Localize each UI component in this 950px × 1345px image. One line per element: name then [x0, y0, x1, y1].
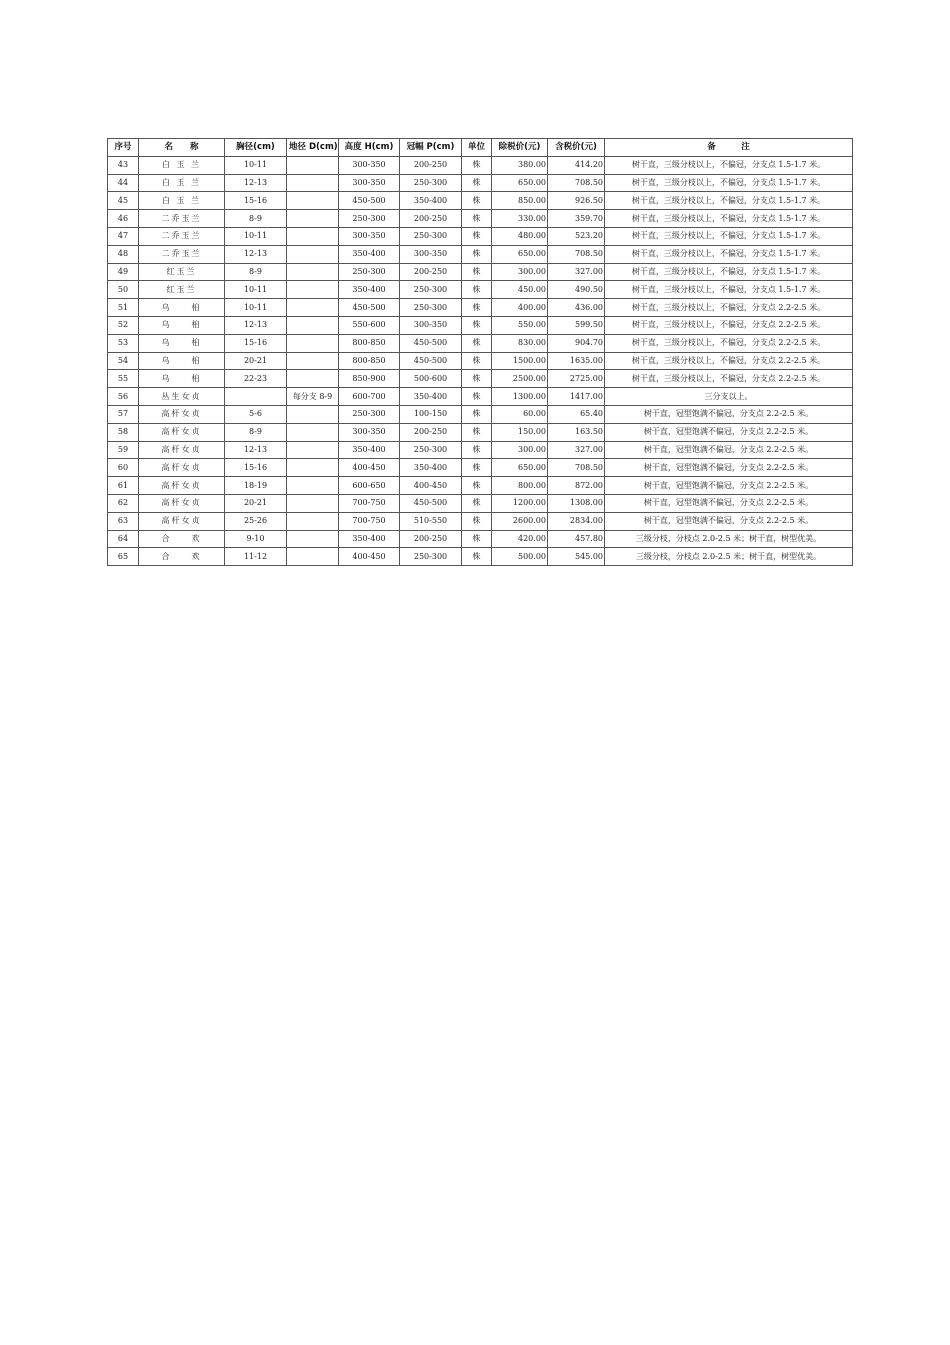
- cell-ground-diameter: [287, 299, 339, 317]
- cell-trunk-diameter: 18-19: [225, 477, 287, 495]
- table-row: [108, 192, 853, 210]
- cell-remarks: 树干直，三级分枝以上，不偏冠，分支点 1.5-1.7 米。: [605, 227, 853, 245]
- cell-price-incl-tax: 327.00: [548, 441, 605, 459]
- cell-height: 700-750: [339, 494, 400, 512]
- cell-remarks: 树干直，三级分枝以上，不偏冠，分支点 2.2-2.5 米。: [605, 334, 853, 352]
- cell-price-incl-tax: 545.00: [548, 548, 605, 566]
- cell-remarks: 三级分枝，分枝点 2.0-2.5 米；树干直，树型优美。: [605, 530, 853, 548]
- cell-ground-diameter: [287, 316, 339, 334]
- cell-index: 55: [108, 370, 139, 388]
- cell-price-excl-tax: 60.00: [492, 405, 548, 423]
- cell-height: 300-350: [339, 423, 400, 441]
- header-index: 序号: [108, 139, 139, 157]
- cell-crown-width: 400-450: [400, 477, 462, 495]
- cell-price-incl-tax: 708.50: [548, 174, 605, 192]
- price-sheet: [107, 138, 852, 566]
- table-row: [108, 548, 853, 566]
- cell-name: 高杆女贞: [139, 477, 225, 495]
- cell-remarks: 三级分枝，分枝点 2.0-2.5 米；树干直，树型优美。: [605, 548, 853, 566]
- table-body: [108, 156, 853, 565]
- cell-height: 450-500: [339, 192, 400, 210]
- cell-index: 47: [108, 227, 139, 245]
- cell-remarks: 树干直，三级分枝以上，不偏冠，分支点 1.5-1.7 米。: [605, 174, 853, 192]
- cell-price-excl-tax: 850.00: [492, 192, 548, 210]
- table-row: [108, 334, 853, 352]
- cell-trunk-diameter: 25-26: [225, 512, 287, 530]
- cell-unit: 株: [462, 530, 492, 548]
- cell-ground-diameter: [287, 210, 339, 228]
- cell-price-excl-tax: 500.00: [492, 548, 548, 566]
- cell-unit: 株: [462, 441, 492, 459]
- table-row: [108, 512, 853, 530]
- cell-remarks: 树干直，三级分枝以上，不偏冠，分支点 1.5-1.7 米。: [605, 263, 853, 281]
- table-row: [108, 281, 853, 299]
- cell-height: 450-500: [339, 299, 400, 317]
- cell-remarks: 树干直，三级分枝以上，不偏冠，分支点 1.5-1.7 米。: [605, 281, 853, 299]
- cell-price-excl-tax: 650.00: [492, 245, 548, 263]
- cell-remarks: 树干直，三级分枝以上，不偏冠，分支点 1.5-1.7 米。: [605, 245, 853, 263]
- cell-price-incl-tax: 1417.00: [548, 388, 605, 406]
- cell-name: 乌 桕: [139, 334, 225, 352]
- cell-trunk-diameter: 8-9: [225, 263, 287, 281]
- cell-unit: 株: [462, 459, 492, 477]
- cell-trunk-diameter: 10-11: [225, 299, 287, 317]
- table-row: [108, 441, 853, 459]
- cell-remarks: 树干直，冠型饱满不偏冠，分支点 2.2-2.5 米。: [605, 423, 853, 441]
- cell-price-excl-tax: 2600.00: [492, 512, 548, 530]
- header-price-excl-tax: 除税价(元): [492, 139, 548, 157]
- cell-price-excl-tax: 480.00: [492, 227, 548, 245]
- cell-name: 高杆女贞: [139, 423, 225, 441]
- cell-height: 400-450: [339, 459, 400, 477]
- cell-unit: 株: [462, 494, 492, 512]
- cell-ground-diameter: [287, 423, 339, 441]
- cell-height: 600-700: [339, 388, 400, 406]
- cell-trunk-diameter: 10-11: [225, 156, 287, 174]
- cell-index: 44: [108, 174, 139, 192]
- cell-index: 59: [108, 441, 139, 459]
- cell-unit: 株: [462, 316, 492, 334]
- cell-remarks: 树干直，三级分枝以上，不偏冠，分支点 2.2-2.5 米。: [605, 352, 853, 370]
- cell-name: 乌 桕: [139, 352, 225, 370]
- cell-name: 乌 桕: [139, 316, 225, 334]
- cell-index: 50: [108, 281, 139, 299]
- cell-index: 48: [108, 245, 139, 263]
- cell-index: 62: [108, 494, 139, 512]
- cell-crown-width: 350-400: [400, 192, 462, 210]
- cell-ground-diameter: [287, 405, 339, 423]
- table-row: [108, 494, 853, 512]
- cell-index: 53: [108, 334, 139, 352]
- cell-price-incl-tax: 708.50: [548, 245, 605, 263]
- cell-price-excl-tax: 330.00: [492, 210, 548, 228]
- cell-height: 300-350: [339, 174, 400, 192]
- table-row: [108, 316, 853, 334]
- cell-unit: 株: [462, 352, 492, 370]
- cell-height: 850-900: [339, 370, 400, 388]
- cell-index: 45: [108, 192, 139, 210]
- cell-name: 二乔玉兰: [139, 227, 225, 245]
- cell-index: 52: [108, 316, 139, 334]
- cell-price-excl-tax: 550.00: [492, 316, 548, 334]
- cell-price-incl-tax: 163.50: [548, 423, 605, 441]
- cell-remarks: 树干直，冠型饱满不偏冠，分支点 2.2-2.5 米。: [605, 512, 853, 530]
- cell-remarks: 树干直，冠型饱满不偏冠，分支点 2.2-2.5 米。: [605, 494, 853, 512]
- cell-crown-width: 250-300: [400, 441, 462, 459]
- cell-ground-diameter: [287, 459, 339, 477]
- cell-price-excl-tax: 300.00: [492, 441, 548, 459]
- cell-ground-diameter: [287, 352, 339, 370]
- cell-price-incl-tax: 599.50: [548, 316, 605, 334]
- cell-crown-width: 200-250: [400, 423, 462, 441]
- table-row: [108, 530, 853, 548]
- price-table: [107, 138, 853, 566]
- cell-crown-width: 250-300: [400, 281, 462, 299]
- cell-name: 丛生女贞: [139, 388, 225, 406]
- cell-crown-width: 450-500: [400, 352, 462, 370]
- cell-crown-width: 100-150: [400, 405, 462, 423]
- cell-unit: 株: [462, 370, 492, 388]
- cell-ground-diameter: [287, 477, 339, 495]
- table-row: [108, 210, 853, 228]
- cell-price-excl-tax: 650.00: [492, 459, 548, 477]
- cell-unit: 株: [462, 227, 492, 245]
- cell-price-excl-tax: 380.00: [492, 156, 548, 174]
- cell-index: 65: [108, 548, 139, 566]
- cell-unit: 株: [462, 192, 492, 210]
- cell-trunk-diameter: 15-16: [225, 192, 287, 210]
- cell-index: 57: [108, 405, 139, 423]
- cell-ground-diameter: [287, 334, 339, 352]
- cell-trunk-diameter: 8-9: [225, 423, 287, 441]
- cell-price-excl-tax: 150.00: [492, 423, 548, 441]
- cell-remarks: 树干直，冠型饱满不偏冠，分支点 2.2-2.5 米。: [605, 459, 853, 477]
- cell-unit: 株: [462, 388, 492, 406]
- cell-unit: 株: [462, 477, 492, 495]
- table-row: [108, 477, 853, 495]
- cell-crown-width: 350-400: [400, 459, 462, 477]
- table-row: [108, 227, 853, 245]
- cell-unit: 株: [462, 245, 492, 263]
- cell-unit: 株: [462, 281, 492, 299]
- cell-remarks: 树干直，冠型饱满不偏冠，分支点 2.2-2.5 米。: [605, 441, 853, 459]
- cell-name: 二乔玉兰: [139, 245, 225, 263]
- header-remarks: 备 注: [605, 139, 853, 157]
- cell-unit: 株: [462, 512, 492, 530]
- cell-ground-diameter: [287, 512, 339, 530]
- cell-height: 300-350: [339, 227, 400, 245]
- cell-price-incl-tax: 1308.00: [548, 494, 605, 512]
- cell-name: 红玉兰: [139, 281, 225, 299]
- cell-name: 白 玉 兰: [139, 174, 225, 192]
- cell-crown-width: 300-350: [400, 316, 462, 334]
- cell-crown-width: 250-300: [400, 299, 462, 317]
- cell-height: 300-350: [339, 156, 400, 174]
- cell-index: 43: [108, 156, 139, 174]
- cell-trunk-diameter: 12-13: [225, 174, 287, 192]
- cell-remarks: 树干直，三级分枝以上，不偏冠，分支点 1.5-1.7 米。: [605, 156, 853, 174]
- cell-ground-diameter: [287, 174, 339, 192]
- cell-height: 800-850: [339, 334, 400, 352]
- cell-unit: 株: [462, 263, 492, 281]
- cell-unit: 株: [462, 156, 492, 174]
- table-header-row: [108, 139, 853, 157]
- table-row: [108, 299, 853, 317]
- cell-price-incl-tax: 327.00: [548, 263, 605, 281]
- cell-price-excl-tax: 420.00: [492, 530, 548, 548]
- cell-height: 350-400: [339, 281, 400, 299]
- cell-price-excl-tax: 1200.00: [492, 494, 548, 512]
- cell-name: 白 玉 兰: [139, 192, 225, 210]
- cell-index: 58: [108, 423, 139, 441]
- cell-trunk-diameter: 20-21: [225, 352, 287, 370]
- cell-price-incl-tax: 490.50: [548, 281, 605, 299]
- cell-price-excl-tax: 1300.00: [492, 388, 548, 406]
- cell-remarks: 树干直，三级分枝以上，不偏冠，分支点 2.2-2.5 米。: [605, 316, 853, 334]
- cell-remarks: 三分支以上。: [605, 388, 853, 406]
- cell-price-excl-tax: 1500.00: [492, 352, 548, 370]
- header-ground-diameter: 地径 D(cm): [287, 139, 339, 157]
- cell-remarks: 树干直，冠型饱满不偏冠，分支点 2.2-2.5 米。: [605, 405, 853, 423]
- cell-crown-width: 200-250: [400, 530, 462, 548]
- cell-ground-diameter: [287, 263, 339, 281]
- cell-name: 乌 桕: [139, 370, 225, 388]
- cell-trunk-diameter: [225, 388, 287, 406]
- cell-trunk-diameter: 11-12: [225, 548, 287, 566]
- cell-unit: 株: [462, 405, 492, 423]
- cell-name: 高杆女贞: [139, 441, 225, 459]
- table-row: [108, 245, 853, 263]
- cell-price-incl-tax: 523.20: [548, 227, 605, 245]
- table-row: [108, 423, 853, 441]
- cell-unit: 株: [462, 548, 492, 566]
- cell-ground-diameter: [287, 441, 339, 459]
- cell-trunk-diameter: 10-11: [225, 227, 287, 245]
- cell-trunk-diameter: 12-13: [225, 316, 287, 334]
- cell-remarks: 树干直，三级分枝以上，不偏冠，分支点 1.5-1.7 米。: [605, 192, 853, 210]
- cell-height: 700-750: [339, 512, 400, 530]
- cell-price-incl-tax: 414.20: [548, 156, 605, 174]
- table-row: [108, 263, 853, 281]
- cell-index: 49: [108, 263, 139, 281]
- cell-crown-width: 250-300: [400, 227, 462, 245]
- cell-ground-diameter: 每分支 8-9: [287, 388, 339, 406]
- cell-ground-diameter: [287, 192, 339, 210]
- cell-unit: 株: [462, 299, 492, 317]
- cell-index: 54: [108, 352, 139, 370]
- cell-unit: 株: [462, 174, 492, 192]
- cell-ground-diameter: [287, 281, 339, 299]
- cell-price-excl-tax: 300.00: [492, 263, 548, 281]
- cell-index: 64: [108, 530, 139, 548]
- cell-crown-width: 450-500: [400, 494, 462, 512]
- cell-trunk-diameter: 8-9: [225, 210, 287, 228]
- table-row: [108, 388, 853, 406]
- table-row: [108, 370, 853, 388]
- table-row: [108, 459, 853, 477]
- cell-height: 350-400: [339, 441, 400, 459]
- cell-price-excl-tax: 800.00: [492, 477, 548, 495]
- header-crown-width: 冠幅 P(cm): [400, 139, 462, 157]
- cell-crown-width: 350-400: [400, 388, 462, 406]
- cell-trunk-diameter: 12-13: [225, 441, 287, 459]
- cell-index: 46: [108, 210, 139, 228]
- cell-ground-diameter: [287, 494, 339, 512]
- cell-name: 二乔玉兰: [139, 210, 225, 228]
- cell-crown-width: 200-250: [400, 210, 462, 228]
- cell-name: 高杆女贞: [139, 494, 225, 512]
- cell-name: 红玉兰: [139, 263, 225, 281]
- cell-name: 合 欢: [139, 548, 225, 566]
- header-trunk-diameter: 胸径(cm): [225, 139, 287, 157]
- cell-price-incl-tax: 1635.00: [548, 352, 605, 370]
- cell-price-incl-tax: 2725.00: [548, 370, 605, 388]
- cell-remarks: 树干直，三级分枝以上，不偏冠，分支点 2.2-2.5 米。: [605, 299, 853, 317]
- cell-name: 高杆女贞: [139, 459, 225, 477]
- cell-index: 63: [108, 512, 139, 530]
- cell-price-excl-tax: 830.00: [492, 334, 548, 352]
- cell-price-excl-tax: 2500.00: [492, 370, 548, 388]
- cell-price-excl-tax: 450.00: [492, 281, 548, 299]
- cell-height: 400-450: [339, 548, 400, 566]
- cell-height: 550-600: [339, 316, 400, 334]
- cell-index: 51: [108, 299, 139, 317]
- cell-name: 高杆女贞: [139, 405, 225, 423]
- cell-name: 合 欢: [139, 530, 225, 548]
- cell-ground-diameter: [287, 227, 339, 245]
- cell-name: 乌 桕: [139, 299, 225, 317]
- cell-ground-diameter: [287, 530, 339, 548]
- cell-index: 56: [108, 388, 139, 406]
- cell-price-excl-tax: 400.00: [492, 299, 548, 317]
- cell-price-incl-tax: 65.40: [548, 405, 605, 423]
- cell-price-incl-tax: 457.80: [548, 530, 605, 548]
- cell-height: 350-400: [339, 530, 400, 548]
- cell-price-incl-tax: 359.70: [548, 210, 605, 228]
- header-price-incl-tax: 含税价(元): [548, 139, 605, 157]
- cell-height: 250-300: [339, 210, 400, 228]
- cell-price-incl-tax: 708.50: [548, 459, 605, 477]
- cell-index: 60: [108, 459, 139, 477]
- cell-crown-width: 450-500: [400, 334, 462, 352]
- cell-crown-width: 250-300: [400, 174, 462, 192]
- cell-crown-width: 200-250: [400, 263, 462, 281]
- table-row: [108, 352, 853, 370]
- table-row: [108, 156, 853, 174]
- header-unit: 单位: [462, 139, 492, 157]
- cell-crown-width: 200-250: [400, 156, 462, 174]
- cell-name: 白 玉 兰: [139, 156, 225, 174]
- table-row: [108, 405, 853, 423]
- cell-unit: 株: [462, 423, 492, 441]
- cell-price-incl-tax: 926.50: [548, 192, 605, 210]
- cell-ground-diameter: [287, 548, 339, 566]
- cell-crown-width: 510-550: [400, 512, 462, 530]
- cell-height: 250-300: [339, 405, 400, 423]
- cell-price-incl-tax: 2834.00: [548, 512, 605, 530]
- cell-trunk-diameter: 22-23: [225, 370, 287, 388]
- cell-name: 高杆女贞: [139, 512, 225, 530]
- cell-trunk-diameter: 15-16: [225, 459, 287, 477]
- cell-trunk-diameter: 10-11: [225, 281, 287, 299]
- cell-price-incl-tax: 904.70: [548, 334, 605, 352]
- header-height: 高度 H(cm): [339, 139, 400, 157]
- cell-remarks: 树干直，三级分枝以上，不偏冠，分支点 1.5-1.7 米。: [605, 210, 853, 228]
- table-row: [108, 174, 853, 192]
- cell-price-excl-tax: 650.00: [492, 174, 548, 192]
- cell-index: 61: [108, 477, 139, 495]
- cell-height: 350-400: [339, 245, 400, 263]
- cell-height: 800-850: [339, 352, 400, 370]
- cell-crown-width: 300-350: [400, 245, 462, 263]
- cell-crown-width: 500-600: [400, 370, 462, 388]
- cell-remarks: 树干直，冠型饱满不偏冠，分支点 2.2-2.5 米。: [605, 477, 853, 495]
- cell-unit: 株: [462, 334, 492, 352]
- cell-trunk-diameter: 15-16: [225, 334, 287, 352]
- cell-ground-diameter: [287, 156, 339, 174]
- cell-height: 250-300: [339, 263, 400, 281]
- cell-ground-diameter: [287, 370, 339, 388]
- cell-remarks: 树干直，三级分枝以上，不偏冠，分支点 2.2-2.5 米。: [605, 370, 853, 388]
- cell-trunk-diameter: 5-6: [225, 405, 287, 423]
- cell-crown-width: 250-300: [400, 548, 462, 566]
- cell-price-incl-tax: 872.00: [548, 477, 605, 495]
- cell-ground-diameter: [287, 245, 339, 263]
- cell-trunk-diameter: 12-13: [225, 245, 287, 263]
- cell-trunk-diameter: 9-10: [225, 530, 287, 548]
- header-name: 名 称: [139, 139, 225, 157]
- cell-trunk-diameter: 20-21: [225, 494, 287, 512]
- cell-unit: 株: [462, 210, 492, 228]
- cell-height: 600-650: [339, 477, 400, 495]
- cell-price-incl-tax: 436.00: [548, 299, 605, 317]
